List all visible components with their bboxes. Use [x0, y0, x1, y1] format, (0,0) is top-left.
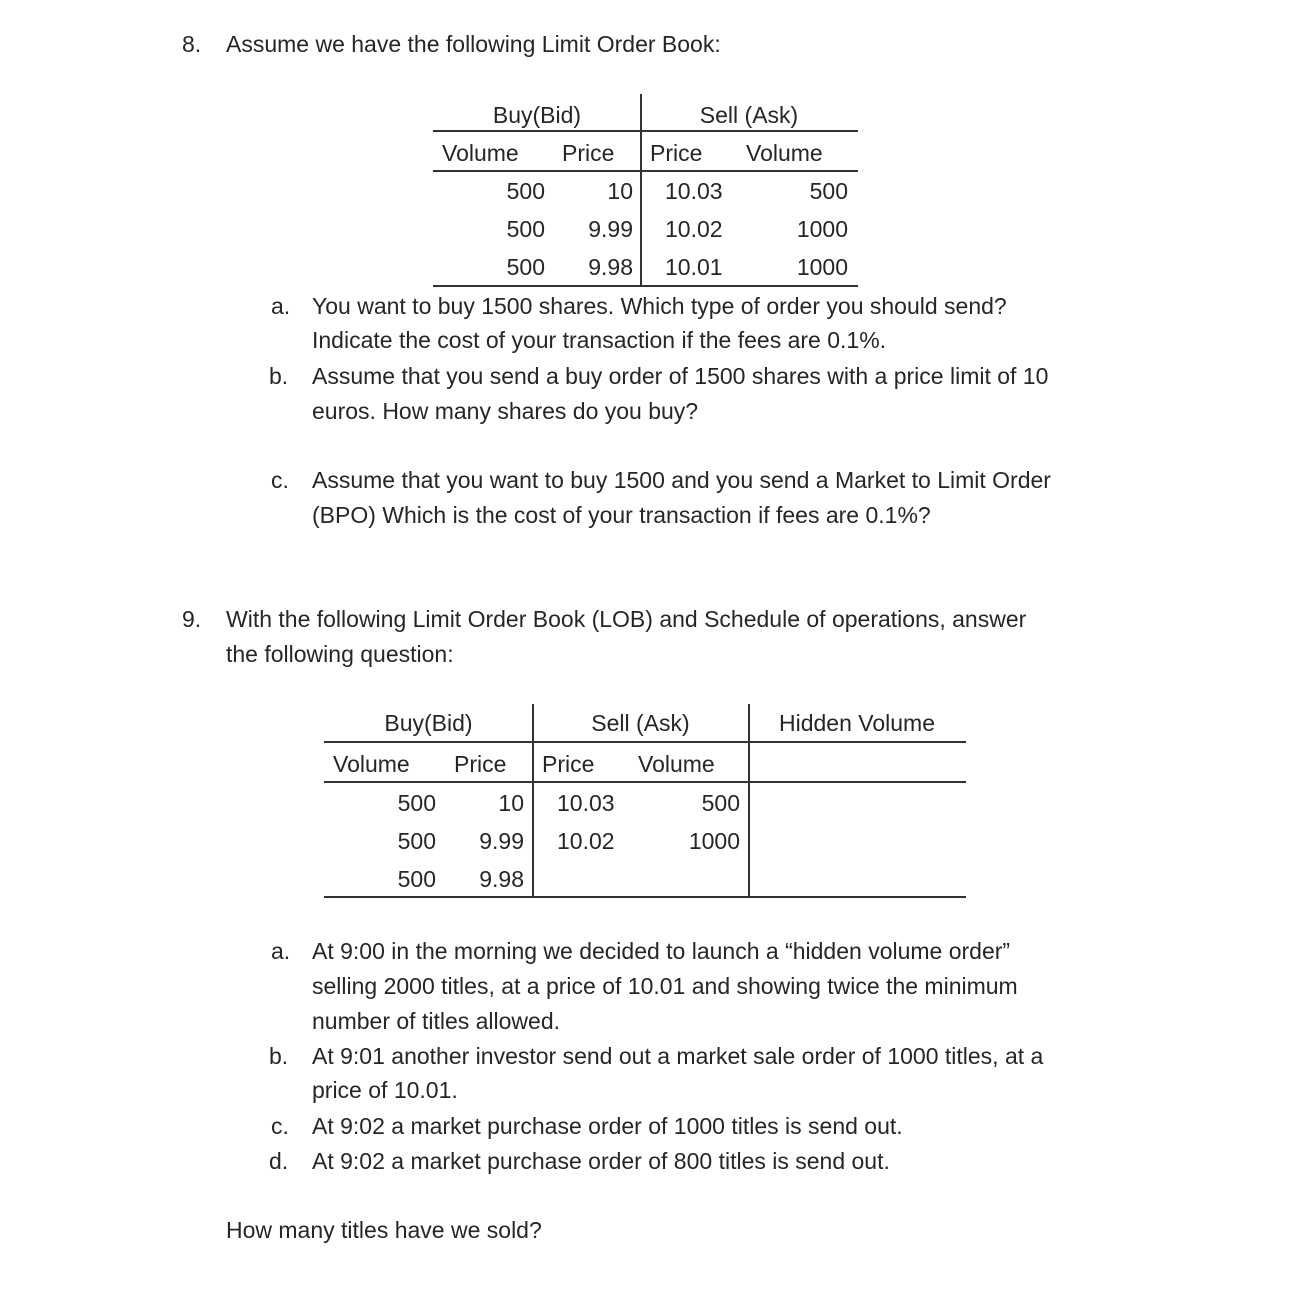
- table-cell: 1000: [688, 828, 740, 854]
- question-9c-marker: c.: [271, 1113, 289, 1139]
- question-8a-text: You want to buy 1500 shares. Which type of order you should send?: [312, 293, 1007, 319]
- question-9b-text: At 9:01 another investor send out a market sale order of 1000 titles, at a: [312, 1043, 1044, 1069]
- question-8b-text: Assume that you send a buy order of 1500 shares with a price limit of 10: [312, 363, 1049, 389]
- question-8-number: 8.: [182, 31, 202, 57]
- sell-ask-header: Sell (Ask): [699, 102, 799, 128]
- question-9a-text: number of titles allowed.: [312, 1008, 561, 1034]
- column-header-sell-volume: Volume: [746, 140, 823, 166]
- table-cell: 10: [498, 790, 524, 816]
- table-cell: 10.02: [557, 828, 615, 854]
- question-9-closing: How many titles have we sold?: [226, 1217, 542, 1243]
- table-cell: 1000: [796, 216, 848, 242]
- table-cell: 10.01: [665, 254, 723, 280]
- question-9-number: 9.: [182, 606, 202, 632]
- buy-bid-header: Buy(Bid): [492, 102, 582, 128]
- table-cell: 9.99: [588, 216, 633, 242]
- question-9-intro: the following question:: [226, 641, 454, 667]
- table-cell: 500: [701, 790, 740, 816]
- column-header-buy-volume: Volume: [442, 140, 519, 166]
- question-8c-text: (BPO) Which is the cost of your transaction if fees are 0.1%?: [312, 502, 931, 528]
- table-cell: 10.02: [665, 216, 723, 242]
- question-9d-text: At 9:02 a market purchase order of 800 titles is send out.: [312, 1148, 890, 1174]
- table-rule: [433, 170, 858, 172]
- table-cell: 1000: [796, 254, 848, 280]
- table-cell: 9.98: [479, 866, 524, 892]
- table-rule: [324, 741, 966, 743]
- question-9a-text: selling 2000 titles, at a price of 10.01 and showing twice the minimum: [312, 973, 1018, 999]
- table-rule: [324, 781, 966, 783]
- sell-ask-header: Sell (Ask): [591, 710, 690, 736]
- question-9a-text: At 9:00 in the morning we decided to launch a “hidden volume order”: [312, 938, 1011, 964]
- table-divider: [532, 704, 534, 897]
- question-9d-marker: d.: [269, 1148, 289, 1174]
- column-header-sell-price: Price: [650, 140, 703, 166]
- table-cell: 500: [506, 178, 545, 204]
- column-header-sell-price: Price: [542, 751, 595, 777]
- column-header-buy-price: Price: [562, 140, 615, 166]
- table-cell: 10.03: [665, 178, 723, 204]
- question-8c-marker: c.: [271, 467, 289, 493]
- question-8b-marker: b.: [269, 363, 289, 389]
- question-8b-text: euros. How many shares do you buy?: [312, 398, 699, 424]
- question-9c-text: At 9:02 a market purchase order of 1000 titles is send out.: [312, 1113, 903, 1139]
- table-cell: 9.98: [588, 254, 633, 280]
- column-header-sell-volume: Volume: [638, 751, 715, 777]
- table-cell: 500: [809, 178, 848, 204]
- table-cell: 500: [397, 790, 436, 816]
- table-divider: [748, 704, 750, 897]
- column-header-buy-price: Price: [454, 751, 507, 777]
- table-rule: [324, 896, 966, 898]
- table-cell: 500: [506, 254, 545, 280]
- table-rule: [433, 130, 858, 132]
- column-header-buy-volume: Volume: [333, 751, 410, 777]
- question-9b-marker: b.: [269, 1043, 289, 1069]
- question-8a-text: Indicate the cost of your transaction if the fees are 0.1%.: [312, 327, 887, 353]
- question-8-intro: Assume we have the following Limit Order Book:: [226, 31, 721, 57]
- buy-bid-header: Buy(Bid): [384, 710, 473, 736]
- question-8a-marker: a.: [271, 293, 291, 319]
- hidden-volume-header: Hidden Volume: [779, 710, 935, 736]
- table-cell: 500: [397, 828, 436, 854]
- question-9a-marker: a.: [271, 938, 291, 964]
- table-rule: [433, 285, 858, 287]
- question-8c-text: Assume that you want to buy 1500 and you send a Market to Limit Order: [312, 467, 1051, 493]
- table-cell: 10: [607, 178, 633, 204]
- table-cell: 10.03: [557, 790, 615, 816]
- table-divider: [640, 94, 642, 286]
- table-cell: 500: [506, 216, 545, 242]
- question-9b-text: price of 10.01.: [312, 1077, 458, 1103]
- table-cell: 9.99: [479, 828, 524, 854]
- question-9-intro: With the following Limit Order Book (LOB) and Schedule of operations, answer: [226, 606, 1027, 632]
- table-cell: 500: [397, 866, 436, 892]
